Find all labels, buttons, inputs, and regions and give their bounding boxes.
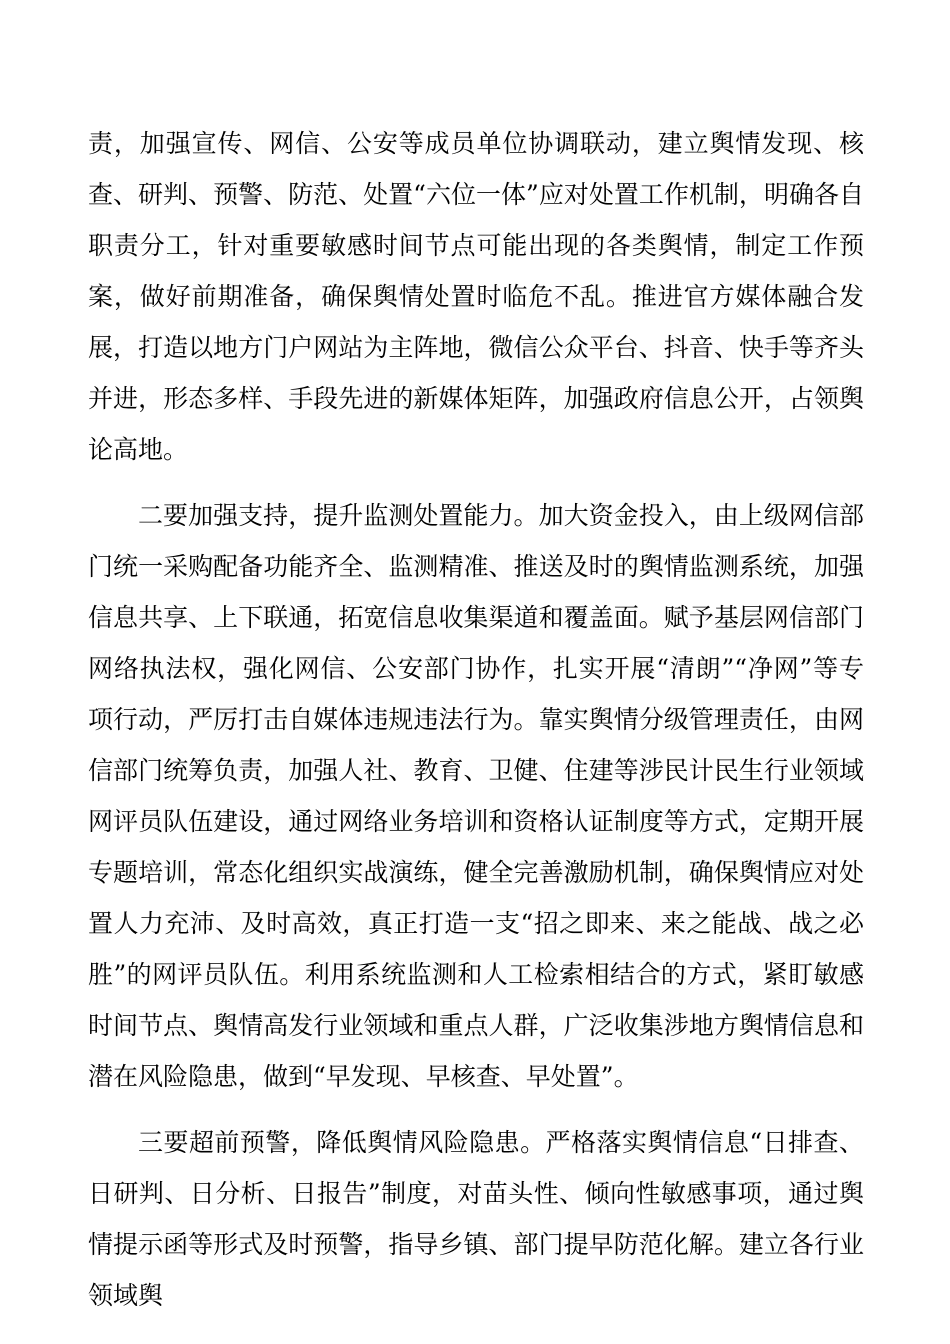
paragraph-monitoring-capability: 二要加强支持，提升监测处置能力。加大资金投入，由上级网信部门统一采购配备功能齐全、监测精准、推送及时的舆情监测系统，加强信息共享、上下联通，拓宽信息收集渠道和覆盖面。赋予基层网信部门网络执法权，强化网信、公安部门协作，扎实开展“清朗”“净网”等专项行动，严厉打击自媒体违规违法行为。靠实舆情分级管理责任，由网信部门统筹负责，加强人社、教育、卫健、住建等涉民计民生行业领域网评员队伍建设，通过网络业务培训和资格认证制度等方式，定期开展专题培训，常态化组织实战演练，健全完善激励机制，确保舆情应对处置人力充沛、及时高效，真正打造一支“招之即来、来之能战、战之必胜”的网评员队伍。利用系统监测和人工检索相结合的方式，紧盯敏感时间节点、舆情高发行业领域和重点人群，广泛收集涉地方舆情信息和潜在风险隐患，做到“早发现、早核查、早处置”。 [88, 501, 864, 1091]
paragraph-continuation: 责，加强宣传、网信、公安等成员单位协调联动，建立舆情发现、核查、研判、预警、防范、处置“六位一体”应对处置工作机制，明确各自职责分工，针对重要敏感时间节点可能出现的各类舆情，制定工作预案，做好前期准备，确保舆情处置时临危不乱。推进官方媒体融合发展，打造以地方门户网站为主阵地，微信公众平台、抖音、快手等齐头并进，形态多样、手段先进的新媒体矩阵，加强政府信息公开，占领舆论高地。 [88, 129, 864, 464]
paragraph-early-warning: 三要超前预警，降低舆情风险隐患。严格落实舆情信息“日排查、日研判、日分析、日报告”制度，对苗头性、倾向性敏感事项，通过舆情提示函等形式及时预警，指导乡镇、部门提早防范化解。建立各行业领域舆 [88, 1128, 864, 1310]
document-page [88, 118, 864, 1321]
